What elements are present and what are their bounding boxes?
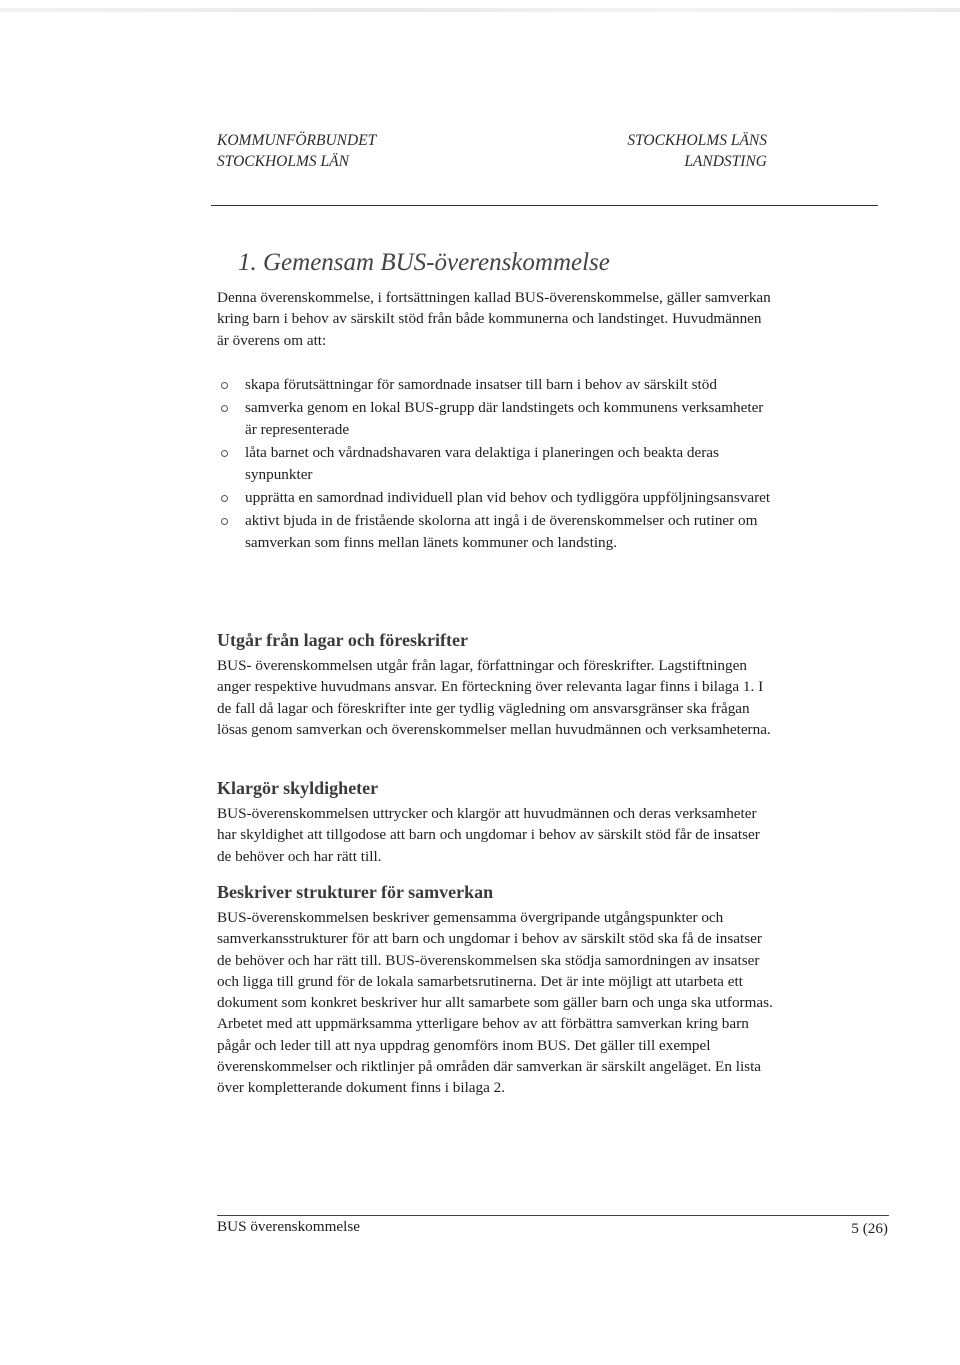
header-divider	[211, 205, 878, 206]
list-item	[217, 397, 777, 441]
header-right-line-1: STOCKHOLMS LÄNS	[627, 132, 767, 149]
list-item	[217, 442, 777, 486]
paragraph-obligations: BUS-överenskommelsen uttrycker och klargör att huvudmännen och deras verksamheter har skyldighet att tillgodose att barn och ungdomar i behov av särskilt stöd får de insatser de behöver och har rätt till.	[217, 805, 760, 865]
list-item	[217, 510, 777, 554]
paragraph-structures: BUS-överenskommelsen beskriver gemensamma övergripande utgångspunkter och samverkansstrukturer för att barn och ungdomar i behov av särskilt stöd ska få de insatser de behöver och har rätt till. BUS-överenskommelsen ska stödja samordningen av insatser och ligga till grund för de lokala samarbetsrutinerna. Det är inte möjligt att utarbeta ett dokument som konkret beskriver hur allt samarbete som gäller barn och unga ska utformas. Arbetet med att uppmärksamma ytterligare behov av att förbättra samverkan kring barn pågår och leder till att nya uppdrag genomförs inom BUS. Det gäller till exempel överenskommelser och riktlinjer på områden där samverkan är särskilt angeläget. En lista över kompletterande dokument finns i bilaga 2.	[217, 909, 773, 1097]
subheading-obligations: Klargör skyldigheter	[217, 778, 379, 798]
section-structures	[217, 880, 777, 1099]
subheading-laws: Utgår från lagar och föreskrifter	[217, 630, 468, 650]
list-item-text: samverka genom en lokal BUS-grupp där landstingets och kommunens verksamheter är representerade	[245, 399, 764, 438]
paragraph-laws: BUS- överenskommelsen utgår från lagar, författningar och föreskrifter. Lagstiftningen anger respektive huvudmans ansvar. En förteckning över relevanta lagar finns i bilaga 1. I de fall då lagar och föreskrifter inte ger tydlig vägledning om ansvarsgränser ska frågan lösas genom samverkan och överenskommelser mellan huvudmännen och verksamheterna.	[217, 657, 771, 738]
footer-divider	[217, 1215, 889, 1216]
list-item	[217, 374, 777, 396]
list-item-text: låta barnet och vårdnadshavaren vara delaktiga i planeringen och beakta deras synpunkter	[245, 444, 719, 483]
section-obligations	[217, 776, 777, 867]
list-item-text: aktivt bjuda in de fristående skolorna att ingå i de överenskommelser och rutiner om samverkan som finns mellan länets kommuner och landsting.	[245, 512, 758, 551]
list-item-text: skapa förutsättningar för samordnade insatser till barn i behov av särskilt stöd	[245, 376, 717, 393]
header-right-line-2: LANDSTING	[684, 153, 767, 170]
bullet-icon	[221, 450, 228, 457]
footer-document-name: BUS överenskommelse	[217, 1218, 360, 1235]
footer-page-number: 5 (26)	[851, 1220, 888, 1237]
page-header	[217, 130, 767, 178]
subheading-structures: Beskriver strukturer för samverkan	[217, 882, 494, 902]
list-item-text: upprätta en samordnad individuell plan vid behov och tydliggöra uppföljningsansvaret	[245, 489, 771, 506]
section-title: 1. Gemensam BUS-överenskommelse	[238, 249, 610, 276]
intro-paragraph: Denna överenskommelse, i fortsättningen kallad BUS-överenskommelse, gäller samverkan kring barn i behov av särskilt stöd från både kommunerna och landstinget. Huvudmännen är överens om att:	[217, 289, 771, 349]
bullet-icon	[221, 495, 228, 502]
header-right-org	[627, 130, 767, 172]
bullet-icon	[221, 518, 228, 525]
header-left-line-1: KOMMUNFÖRBUNDET	[217, 132, 377, 149]
bullet-icon	[221, 382, 228, 389]
agreement-list	[217, 374, 777, 555]
list-item	[217, 487, 777, 509]
header-left-line-2: STOCKHOLMS LÄN	[217, 153, 349, 170]
scan-edge	[0, 8, 960, 12]
bullet-icon	[221, 405, 228, 412]
section-laws	[217, 628, 777, 740]
header-left-org	[217, 130, 376, 172]
